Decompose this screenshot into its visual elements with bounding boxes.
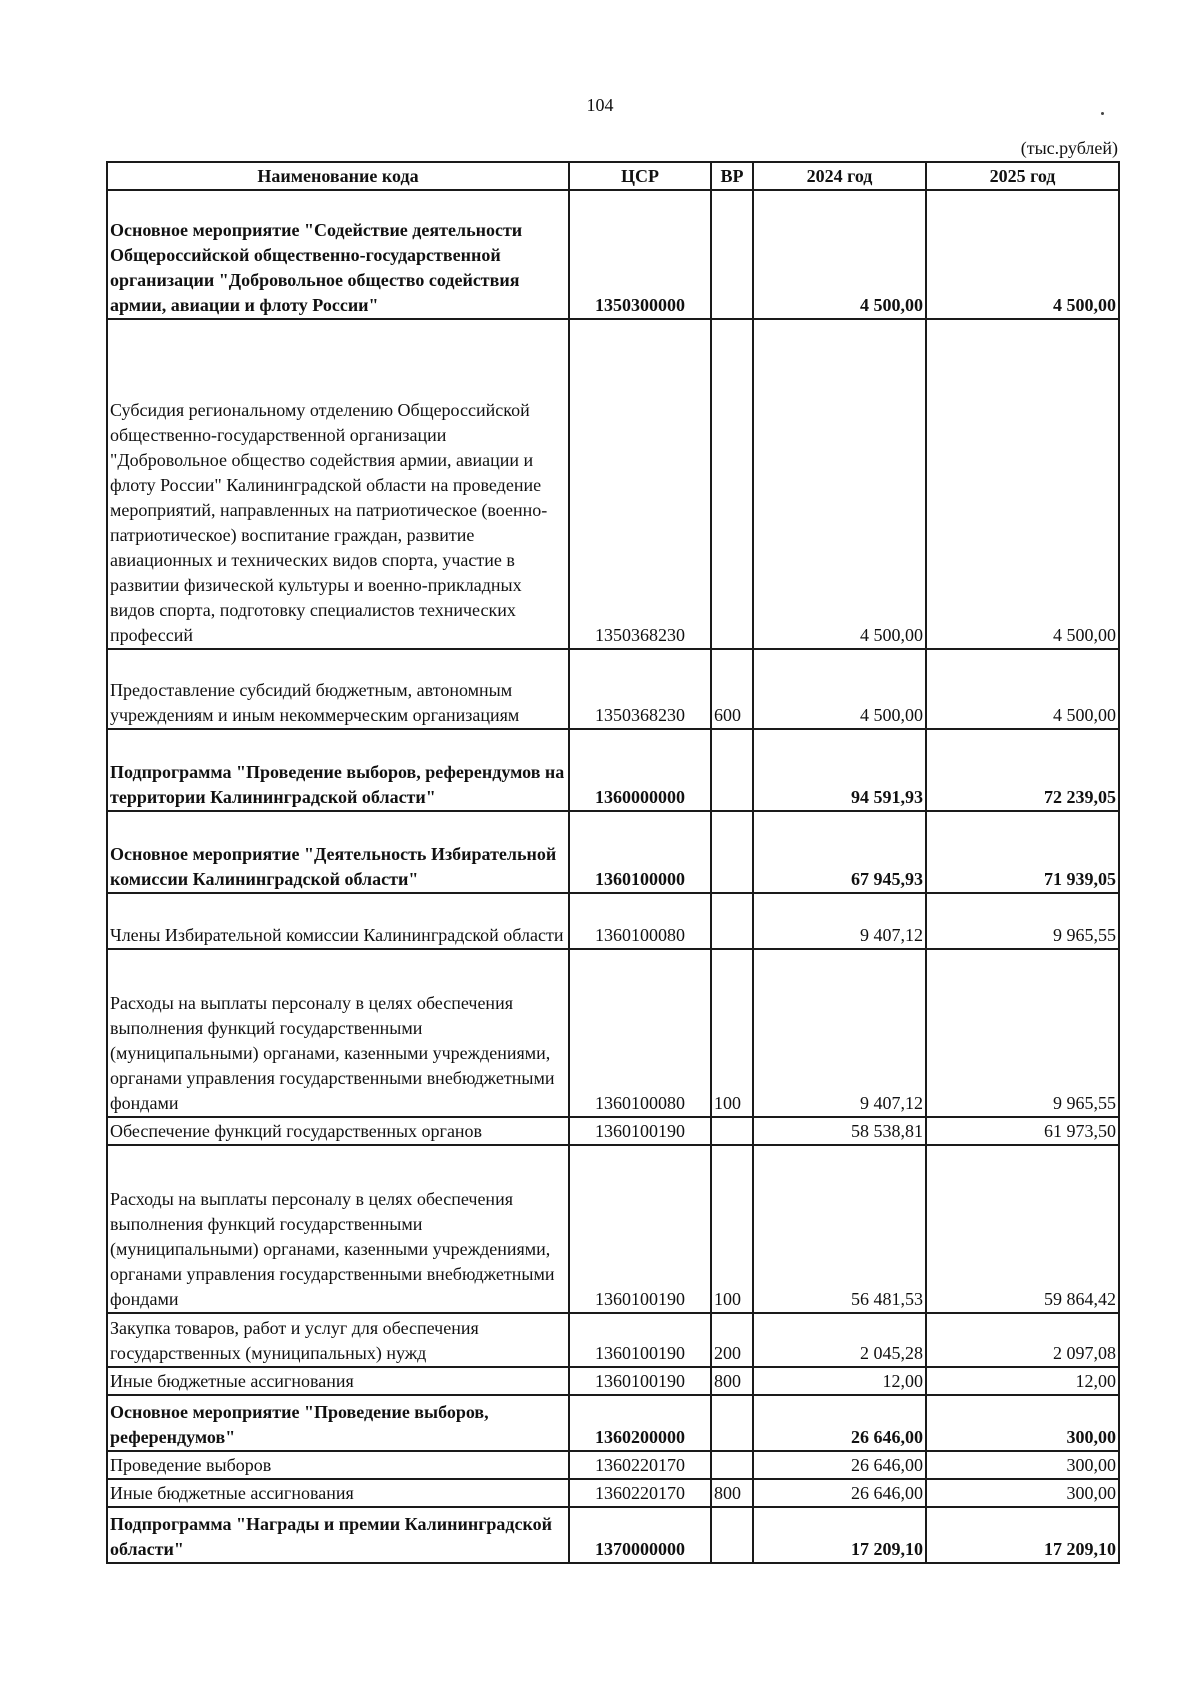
row-2024: 4 500,00 [753, 190, 926, 319]
budget-table [106, 161, 1120, 1564]
row-code: 1360100190 [569, 1145, 711, 1313]
row-2025: 59 864,42 [926, 1145, 1119, 1313]
row-vr [711, 1117, 753, 1145]
row-vr: 600 [711, 649, 753, 729]
row-2024: 4 500,00 [753, 649, 926, 729]
row-code: 1360000000 [569, 729, 711, 811]
row-code: 1360100080 [569, 949, 711, 1117]
row-code: 1360200000 [569, 1395, 711, 1451]
table-row [107, 1395, 1119, 1451]
row-vr: 100 [711, 949, 753, 1117]
header-2024: 2024 год [753, 162, 926, 190]
table-row [107, 1145, 1119, 1313]
page-number: 104 [586, 95, 614, 115]
row-vr [711, 190, 753, 319]
table-row [107, 649, 1119, 729]
table-row [107, 893, 1119, 949]
row-2024: 26 646,00 [753, 1479, 926, 1507]
scan-speck [1101, 112, 1104, 115]
row-2025: 9 965,55 [926, 949, 1119, 1117]
row-name: Основное мероприятие "Содействие деятельности Общероссийской общественно-государственной организации "Добровольное общество содействия армии, авиации и флоту России" [107, 190, 569, 319]
row-2024: 26 646,00 [753, 1395, 926, 1451]
row-name: Расходы на выплаты персоналу в целях обеспечения выполнения функций государственными (муниципальными) органами, казенными учреждениями, органами управления государственными внебюджетными фондами [107, 1145, 569, 1313]
table-row [107, 1313, 1119, 1367]
row-name: Подпрограмма "Проведение выборов, референдумов на территории Калининградской области" [107, 729, 569, 811]
table-row [107, 190, 1119, 319]
table-row [107, 1451, 1119, 1479]
row-2025: 4 500,00 [926, 319, 1119, 649]
row-code: 1360100000 [569, 811, 711, 893]
row-2024: 26 646,00 [753, 1451, 926, 1479]
row-code: 1360220170 [569, 1479, 711, 1507]
row-vr: 100 [711, 1145, 753, 1313]
row-vr: 800 [711, 1479, 753, 1507]
row-vr [711, 729, 753, 811]
row-2025: 17 209,10 [926, 1507, 1119, 1563]
row-vr [711, 893, 753, 949]
table-row [107, 729, 1119, 811]
row-2024: 2 045,28 [753, 1313, 926, 1367]
row-2024: 67 945,93 [753, 811, 926, 893]
row-code: 1360100080 [569, 893, 711, 949]
row-2025: 12,00 [926, 1367, 1119, 1395]
row-2025: 300,00 [926, 1395, 1119, 1451]
table-row [107, 811, 1119, 893]
row-2024: 9 407,12 [753, 949, 926, 1117]
row-2024: 17 209,10 [753, 1507, 926, 1563]
row-vr [711, 811, 753, 893]
row-vr: 800 [711, 1367, 753, 1395]
row-code: 1360100190 [569, 1117, 711, 1145]
row-name: Подпрограмма "Награды и премии Калининградской области" [107, 1507, 569, 1563]
row-name: Предоставление субсидий бюджетным, автономным учреждениям и иным некоммерческим организациям [107, 649, 569, 729]
row-2024: 94 591,93 [753, 729, 926, 811]
units-label: (тыс.рублей) [1020, 138, 1118, 158]
row-name: Обеспечение функций государственных органов [107, 1117, 569, 1145]
row-2024: 56 481,53 [753, 1145, 926, 1313]
row-2025: 4 500,00 [926, 190, 1119, 319]
row-2025: 300,00 [926, 1451, 1119, 1479]
table-header-row [107, 162, 1119, 190]
row-2024: 12,00 [753, 1367, 926, 1395]
header-vr: ВР [711, 162, 753, 190]
row-vr [711, 1507, 753, 1563]
table-row [107, 1117, 1119, 1145]
row-2025: 72 239,05 [926, 729, 1119, 811]
row-name: Основное мероприятие "Деятельность Избирательной комиссии Калининградской области" [107, 811, 569, 893]
row-name: Иные бюджетные ассигнования [107, 1367, 569, 1395]
row-name: Расходы на выплаты персоналу в целях обеспечения выполнения функций государственными (муниципальными) органами, казенными учреждениями, органами управления государственными внебюджетными фондами [107, 949, 569, 1117]
header-2025: 2025 год [926, 162, 1119, 190]
table-row [107, 1479, 1119, 1507]
header-code: ЦСР [569, 162, 711, 190]
row-code: 1360100190 [569, 1313, 711, 1367]
row-2025: 71 939,05 [926, 811, 1119, 893]
row-2025: 4 500,00 [926, 649, 1119, 729]
row-vr [711, 1395, 753, 1451]
table-row [107, 1367, 1119, 1395]
row-name: Основное мероприятие "Проведение выборов, референдумов" [107, 1395, 569, 1451]
row-code: 1350368230 [569, 649, 711, 729]
row-vr [711, 1451, 753, 1479]
table-row [107, 1507, 1119, 1563]
table-row [107, 949, 1119, 1117]
row-vr [711, 319, 753, 649]
row-2024: 58 538,81 [753, 1117, 926, 1145]
row-code: 1370000000 [569, 1507, 711, 1563]
row-name: Проведение выборов [107, 1451, 569, 1479]
row-2025: 2 097,08 [926, 1313, 1119, 1367]
row-code: 1350368230 [569, 319, 711, 649]
row-2025: 9 965,55 [926, 893, 1119, 949]
row-2025: 61 973,50 [926, 1117, 1119, 1145]
row-name: Закупка товаров, работ и услуг для обеспечения государственных (муниципальных) нужд [107, 1313, 569, 1367]
row-2025: 300,00 [926, 1479, 1119, 1507]
row-2024: 4 500,00 [753, 319, 926, 649]
header-name: Наименование кода [107, 162, 569, 190]
table-row [107, 319, 1119, 649]
row-2024: 9 407,12 [753, 893, 926, 949]
row-code: 1350300000 [569, 190, 711, 319]
row-code: 1360220170 [569, 1451, 711, 1479]
row-name: Иные бюджетные ассигнования [107, 1479, 569, 1507]
row-vr: 200 [711, 1313, 753, 1367]
row-name: Субсидия региональному отделению Общероссийской общественно-государственной организации "Добровольное общество содействия армии, авиации и флоту России" Калининградской области на проведение мероприятий, направленных на патриотическое (военно-патриотическое) воспитание граждан, развитие авиационных и технических видов спорта, участие в развитии физической культуры и военно-прикладных видов спорта, подготовку специалистов технических профессий [107, 319, 569, 649]
row-code: 1360100190 [569, 1367, 711, 1395]
row-name: Члены Избирательной комиссии Калининградской области [107, 893, 569, 949]
